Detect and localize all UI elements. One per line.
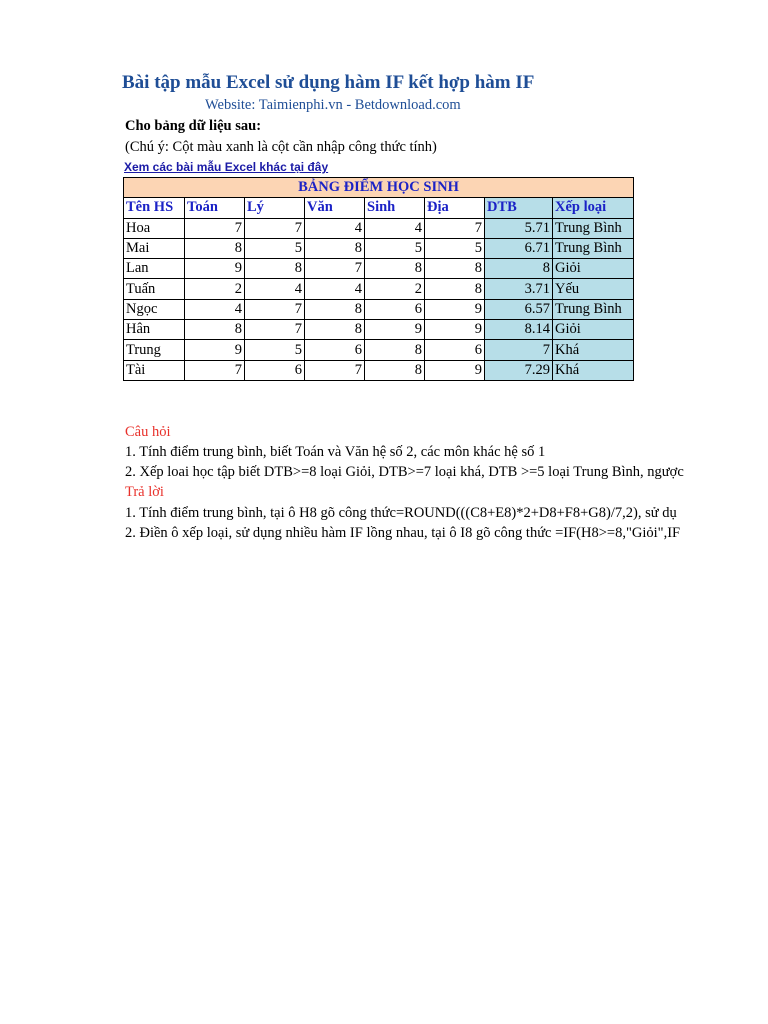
cell-name[interactable]: Hân [124, 320, 185, 340]
cell-dtb[interactable]: 7 [485, 340, 553, 360]
cell-xep-loai[interactable]: Khá [553, 360, 634, 380]
cell-toan[interactable]: 7 [185, 218, 245, 238]
cell-dtb[interactable]: 6.57 [485, 299, 553, 319]
table-caption-row [124, 178, 634, 198]
cell-name[interactable]: Lan [124, 259, 185, 279]
cell-toan[interactable]: 4 [185, 299, 245, 319]
cell-dia[interactable]: 6 [425, 340, 485, 360]
cell-xep-loai[interactable]: Khá [553, 340, 634, 360]
table-caption: BẢNG ĐIỂM HỌC SINH [124, 178, 634, 198]
cell-toan[interactable]: 8 [185, 320, 245, 340]
cell-toan[interactable]: 9 [185, 340, 245, 360]
cell-sinh[interactable]: 6 [365, 299, 425, 319]
cell-sinh[interactable]: 9 [365, 320, 425, 340]
question-item: 2. Xếp loai học tập biết DTB>=8 loại Giỏi, DTB>=7 loại khá, DTB >=5 loại Trung Bình, ngược [125, 464, 684, 480]
cell-ly[interactable]: 7 [245, 218, 305, 238]
website-line: Website: Taimienphi.vn - Betdownload.com [205, 97, 461, 113]
cell-van[interactable]: 4 [305, 218, 365, 238]
cell-dia[interactable]: 8 [425, 279, 485, 299]
cell-name[interactable]: Mai [124, 238, 185, 258]
table-row [124, 340, 634, 360]
cell-ly[interactable]: 7 [245, 299, 305, 319]
cell-ly[interactable]: 7 [245, 320, 305, 340]
cell-dtb[interactable]: 8.14 [485, 320, 553, 340]
column-header-sinh: Sinh [365, 198, 425, 218]
cell-dia[interactable]: 9 [425, 299, 485, 319]
cell-dia[interactable]: 9 [425, 320, 485, 340]
cell-dia[interactable]: 7 [425, 218, 485, 238]
cell-name[interactable]: Tuấn [124, 279, 185, 299]
table-row [124, 218, 634, 238]
cell-van[interactable]: 8 [305, 238, 365, 258]
cell-dia[interactable]: 9 [425, 360, 485, 380]
cell-xep-loai[interactable]: Giỏi [553, 259, 634, 279]
cell-ly[interactable]: 4 [245, 279, 305, 299]
cell-dia[interactable]: 5 [425, 238, 485, 258]
cell-xep-loai[interactable]: Yếu [553, 279, 634, 299]
cell-dtb[interactable]: 7.29 [485, 360, 553, 380]
cell-van[interactable]: 6 [305, 340, 365, 360]
note-text: (Chú ý: Cột màu xanh là cột cần nhập công thức tính) [125, 139, 437, 155]
table-header-row [124, 198, 634, 218]
cell-dtb[interactable]: 6.71 [485, 238, 553, 258]
questions-heading: Câu hỏi [125, 424, 171, 440]
cell-sinh[interactable]: 8 [365, 340, 425, 360]
cell-name[interactable]: Hoa [124, 218, 185, 238]
column-header-xep-loai: Xếp loại [553, 198, 634, 218]
cell-van[interactable]: 7 [305, 360, 365, 380]
cell-sinh[interactable]: 4 [365, 218, 425, 238]
cell-xep-loai[interactable]: Giỏi [553, 320, 634, 340]
column-header-dia: Địa [425, 198, 485, 218]
cell-sinh[interactable]: 2 [365, 279, 425, 299]
cell-sinh[interactable]: 5 [365, 238, 425, 258]
column-header-dtb: DTB [485, 198, 553, 218]
table-row [124, 299, 634, 319]
column-header-toan: Toán [185, 198, 245, 218]
question-item: 1. Tính điểm trung bình, biết Toán và Văn hệ số 2, các môn khác hệ số 1 [125, 444, 546, 460]
answers-heading: Trả lời [125, 484, 164, 500]
column-header-van: Văn [305, 198, 365, 218]
table-row [124, 279, 634, 299]
table-row [124, 259, 634, 279]
answer-item: 2. Điền ô xếp loại, sử dụng nhiều hàm IF lồng nhau, tại ô I8 gõ công thức =IF(H8>=8,"Giỏi",IF [125, 525, 681, 541]
cell-van[interactable]: 4 [305, 279, 365, 299]
cell-van[interactable]: 8 [305, 320, 365, 340]
cell-xep-loai[interactable]: Trung Bình [553, 218, 634, 238]
grades-table [123, 177, 634, 381]
cell-name[interactable]: Tài [124, 360, 185, 380]
more-samples-link[interactable]: Xem các bài mẫu Excel khác tại đây [124, 160, 329, 174]
cell-van[interactable]: 7 [305, 259, 365, 279]
table-row [124, 238, 634, 258]
table-row [124, 360, 634, 380]
cell-ly[interactable]: 5 [245, 340, 305, 360]
intro-text: Cho bảng dữ liệu sau: [125, 118, 262, 134]
document-title: Bài tập mẫu Excel sử dụng hàm IF kết hợp hàm IF [122, 72, 535, 93]
cell-ly[interactable]: 8 [245, 259, 305, 279]
cell-sinh[interactable]: 8 [365, 259, 425, 279]
column-header-ly: Lý [245, 198, 305, 218]
cell-ly[interactable]: 6 [245, 360, 305, 380]
cell-toan[interactable]: 8 [185, 238, 245, 258]
cell-name[interactable]: Ngọc [124, 299, 185, 319]
cell-ly[interactable]: 5 [245, 238, 305, 258]
cell-xep-loai[interactable]: Trung Bình [553, 299, 634, 319]
cell-sinh[interactable]: 8 [365, 360, 425, 380]
cell-xep-loai[interactable]: Trung Bình [553, 238, 634, 258]
cell-toan[interactable]: 7 [185, 360, 245, 380]
cell-van[interactable]: 8 [305, 299, 365, 319]
column-header-name: Tên HS [124, 198, 185, 218]
cell-name[interactable]: Trung [124, 340, 185, 360]
cell-dia[interactable]: 8 [425, 259, 485, 279]
cell-toan[interactable]: 9 [185, 259, 245, 279]
cell-dtb[interactable]: 3.71 [485, 279, 553, 299]
cell-dtb[interactable]: 5.71 [485, 218, 553, 238]
table-row [124, 320, 634, 340]
cell-dtb[interactable]: 8 [485, 259, 553, 279]
cell-toan[interactable]: 2 [185, 279, 245, 299]
answer-item: 1. Tính điểm trung bình, tại ô H8 gõ công thức=ROUND(((C8+E8)*2+D8+F8+G8)/7,2), sử dụ [125, 505, 677, 521]
